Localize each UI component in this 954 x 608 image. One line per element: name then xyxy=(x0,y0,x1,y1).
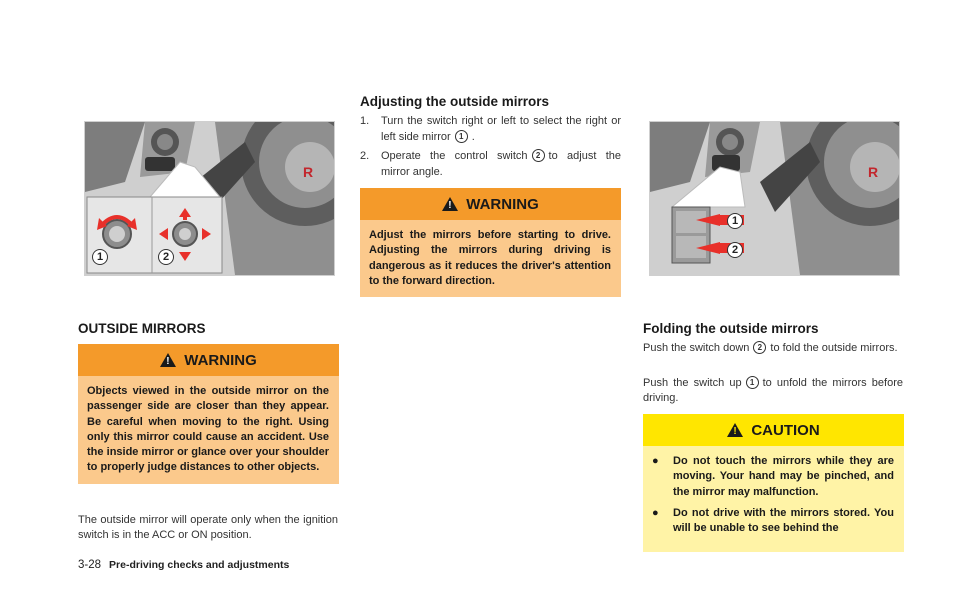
fold-paragraph: Push the switch down 2 to fold the outside mirrors. xyxy=(643,342,898,354)
caution-item: ● Do not touch the mirrors while they are moving. Your hand may be pinched, and the mirror may malfunction. xyxy=(652,455,894,498)
mirror-adjust-figure xyxy=(84,121,335,276)
figure-marker-1: 1 xyxy=(727,213,743,229)
warning-icon: ! xyxy=(160,353,176,367)
warning-icon: ! xyxy=(442,197,458,211)
heading-adjusting: Adjusting the outside mirrors xyxy=(360,94,550,109)
ref-1-icon: 1 xyxy=(455,130,468,143)
warning-title: WARNING xyxy=(184,351,257,369)
caution-list xyxy=(652,454,894,536)
heading-folding: Folding the outside mirrors xyxy=(643,321,819,336)
page-number: 3-28 xyxy=(78,559,102,571)
dashboard-illustration xyxy=(85,122,334,275)
section-title-outside-mirrors: OUTSIDE MIRRORS xyxy=(78,321,206,336)
step-item: 1. Turn the switch right or left to select the right or left side mirror 1 . xyxy=(360,115,621,143)
steps-list xyxy=(360,114,621,184)
ref-2-icon: 2 xyxy=(753,341,766,354)
unfold-paragraph: Push the switch up 1 to unfold the mirrors before driving. xyxy=(643,377,903,404)
caution-box xyxy=(643,414,904,552)
warning-box-middle xyxy=(360,188,621,297)
warning-header xyxy=(360,188,621,220)
figure-marker-2: 2 xyxy=(158,249,174,265)
warning-text: Objects viewed in the outside mirror on the passenger side are closer than they appear. Be careful when moving to the right. Using only this mirror could cause an accident. Use the inside mirror or glance over your shoulder to properly judge distances to other objects. xyxy=(78,376,339,484)
figure-marker-1: 1 xyxy=(92,249,108,265)
mirror-fold-figure xyxy=(649,121,900,276)
warning-header xyxy=(78,344,339,376)
ref-1-icon: 1 xyxy=(746,376,759,389)
warning-text: Adjust the mirrors before starting to drive. Adjusting the mirrors during driving is dangerous as it reduces the driver's attention to the forward direction. xyxy=(360,220,621,297)
warning-box-left xyxy=(78,344,339,484)
caution-header xyxy=(643,414,904,446)
svg-text:R: R xyxy=(868,164,879,180)
figure-marker-2: 2 xyxy=(727,242,743,258)
dashboard-fold-illustration xyxy=(650,122,899,275)
caution-item: ● Do not drive with the mirrors stored. You will be unable to see behind the xyxy=(652,506,894,535)
ref-2-icon: 2 xyxy=(532,149,545,162)
chapter-title: Pre-driving checks and adjustments xyxy=(109,559,290,571)
svg-text:R: R xyxy=(303,164,314,180)
step-item: 2. Operate the control switch 2 to adjust the mirror angle. xyxy=(360,150,621,178)
caution-title: CAUTION xyxy=(751,421,820,439)
caution-body xyxy=(643,446,904,552)
body-text: The outside mirror will operate only when the ignition switch is in the ACC or ON position. xyxy=(78,514,338,541)
page-footer xyxy=(78,559,289,571)
caution-icon: ! xyxy=(727,423,743,437)
warning-title: WARNING xyxy=(466,195,539,213)
